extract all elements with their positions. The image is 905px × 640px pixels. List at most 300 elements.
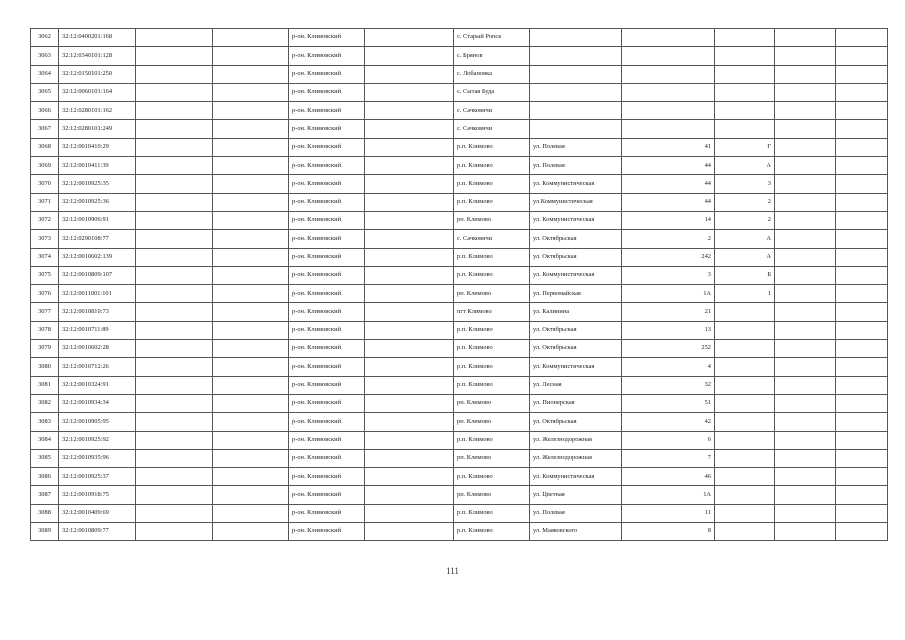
cell-empty: [836, 321, 888, 339]
cell-house-number: [622, 102, 715, 120]
cell-building-letter: Б: [715, 266, 775, 284]
cell-row-number: 3077: [31, 303, 59, 321]
cell-row-number: 3066: [31, 102, 59, 120]
cell-cadastral-number: 32:12:0060101:164: [59, 83, 136, 101]
cell-district: р-он. Климовский: [289, 468, 365, 486]
cell-building-letter: А: [715, 230, 775, 248]
cell-settlement: р.п. Климово: [454, 266, 530, 284]
cell-empty: [136, 120, 213, 138]
cell-empty: [365, 83, 454, 101]
cell-empty: [836, 175, 888, 193]
cell-empty: [775, 65, 836, 83]
cell-row-number: 3069: [31, 157, 59, 175]
cell-street: ул. Лесная: [530, 376, 622, 394]
table-row: [31, 83, 888, 101]
cell-empty: [365, 321, 454, 339]
cell-empty: [213, 504, 289, 522]
cell-street: [530, 65, 622, 83]
cell-empty: [136, 340, 213, 358]
cell-street: ул. Полевая: [530, 138, 622, 156]
cell-cadastral-number: 32:12:0010712:26: [59, 358, 136, 376]
cell-building-letter: [715, 47, 775, 65]
cell-empty: [775, 285, 836, 303]
cell-empty: [365, 47, 454, 65]
cell-empty: [136, 175, 213, 193]
table-row: [31, 376, 888, 394]
cell-empty: [136, 523, 213, 541]
cell-empty: [213, 431, 289, 449]
cell-empty: [136, 321, 213, 339]
cell-empty: [836, 468, 888, 486]
cell-empty: [365, 394, 454, 412]
cell-settlement: р.п. Климово: [454, 193, 530, 211]
cell-cadastral-number: 32:12:0280101:162: [59, 102, 136, 120]
cell-settlement: рп. Климово: [454, 211, 530, 229]
cell-empty: [365, 468, 454, 486]
cell-district: р-он. Климовский: [289, 102, 365, 120]
cell-empty: [836, 157, 888, 175]
cell-empty: [836, 230, 888, 248]
cell-settlement: р.п. Климово: [454, 431, 530, 449]
cell-settlement: рп. Климово: [454, 413, 530, 431]
cell-cadastral-number: 32:12:0010905:95: [59, 413, 136, 431]
cell-row-number: 3081: [31, 376, 59, 394]
cell-house-number: [622, 120, 715, 138]
cell-street: [530, 102, 622, 120]
cell-building-letter: [715, 303, 775, 321]
cell-cadastral-number: 32:12:0010925:92: [59, 431, 136, 449]
cell-empty: [836, 504, 888, 522]
cell-settlement: р.п. Климово: [454, 358, 530, 376]
cell-district: р-он. Климовский: [289, 321, 365, 339]
table-row: [31, 65, 888, 83]
cell-empty: [775, 486, 836, 504]
table-row: [31, 175, 888, 193]
cell-empty: [136, 468, 213, 486]
cell-empty: [775, 211, 836, 229]
register-sheet: [30, 28, 888, 541]
table-row: [31, 120, 888, 138]
cell-building-letter: [715, 120, 775, 138]
cell-house-number: [622, 83, 715, 101]
cell-empty: [213, 321, 289, 339]
cell-settlement: рп. Климово: [454, 486, 530, 504]
table-row: [31, 358, 888, 376]
cell-street: ул. Коммунистическая: [530, 358, 622, 376]
cell-street: ул. Калинина: [530, 303, 622, 321]
cell-cadastral-number: 32:12:0010711:89: [59, 321, 136, 339]
cell-street: ул. Коммунистическая: [530, 266, 622, 284]
cell-empty: [213, 120, 289, 138]
cell-district: р-он. Климовский: [289, 486, 365, 504]
cell-empty: [136, 376, 213, 394]
cell-building-letter: [715, 486, 775, 504]
cell-building-letter: [715, 449, 775, 467]
cell-house-number: 44: [622, 157, 715, 175]
cell-street: ул. Полевая: [530, 157, 622, 175]
cell-cadastral-number: 32:12:0150101:250: [59, 65, 136, 83]
cell-cadastral-number: 32:12:0010324:91: [59, 376, 136, 394]
cell-empty: [836, 303, 888, 321]
cell-empty: [365, 504, 454, 522]
cell-district: р-он. Климовский: [289, 394, 365, 412]
cell-empty: [213, 175, 289, 193]
cell-empty: [136, 230, 213, 248]
cell-empty: [136, 248, 213, 266]
cell-house-number: 14: [622, 211, 715, 229]
cell-empty: [836, 29, 888, 47]
cell-settlement: с. Старый Ропск: [454, 29, 530, 47]
cell-house-number: 1А: [622, 486, 715, 504]
cell-empty: [365, 138, 454, 156]
cell-cadastral-number: 32:12:0010925:35: [59, 175, 136, 193]
cell-building-letter: [715, 504, 775, 522]
cell-empty: [365, 376, 454, 394]
cell-street: ул. Коммунистическая: [530, 175, 622, 193]
cell-empty: [836, 486, 888, 504]
cell-building-letter: 3: [715, 175, 775, 193]
cell-empty: [775, 394, 836, 412]
cell-row-number: 3067: [31, 120, 59, 138]
cell-row-number: 3068: [31, 138, 59, 156]
cell-building-letter: [715, 468, 775, 486]
cell-empty: [775, 321, 836, 339]
cell-cadastral-number: 32:12:0280101:249: [59, 120, 136, 138]
cell-street: ул. Железнодорожная: [530, 431, 622, 449]
cell-district: р-он. Климовский: [289, 303, 365, 321]
cell-empty: [775, 193, 836, 211]
cell-house-number: [622, 65, 715, 83]
cell-empty: [836, 65, 888, 83]
cell-cadastral-number: 32:12:0010925:37: [59, 468, 136, 486]
cell-settlement: р.п. Климово: [454, 175, 530, 193]
cell-house-number: 6: [622, 431, 715, 449]
cell-house-number: 51: [622, 394, 715, 412]
cell-settlement: пгт Климово: [454, 303, 530, 321]
cell-building-letter: [715, 29, 775, 47]
cell-empty: [136, 358, 213, 376]
cell-row-number: 3072: [31, 211, 59, 229]
cell-empty: [136, 157, 213, 175]
cell-street: ул. Октябрьская: [530, 413, 622, 431]
cell-house-number: 1А: [622, 285, 715, 303]
cell-street: ул. Октябрьская: [530, 321, 622, 339]
cell-row-number: 3070: [31, 175, 59, 193]
cell-empty: [365, 303, 454, 321]
cell-empty: [213, 394, 289, 412]
table-row: [31, 431, 888, 449]
cell-street: ул. Полевая: [530, 504, 622, 522]
cell-empty: [775, 230, 836, 248]
cell-empty: [836, 248, 888, 266]
cell-house-number: 3: [622, 266, 715, 284]
cell-district: р-он. Климовский: [289, 83, 365, 101]
cell-empty: [213, 285, 289, 303]
cell-house-number: 4: [622, 358, 715, 376]
cell-building-letter: [715, 102, 775, 120]
cell-cadastral-number: 32:12:0290108:77: [59, 230, 136, 248]
cell-empty: [836, 102, 888, 120]
table-row: [31, 449, 888, 467]
cell-empty: [213, 102, 289, 120]
cell-empty: [213, 486, 289, 504]
cell-district: р-он. Климовский: [289, 285, 365, 303]
cell-district: р-он. Климовский: [289, 157, 365, 175]
cell-empty: [365, 230, 454, 248]
cell-street: [530, 120, 622, 138]
cell-empty: [836, 340, 888, 358]
cell-district: р-он. Климовский: [289, 358, 365, 376]
cell-empty: [836, 358, 888, 376]
cell-cadastral-number: 32:12:0010409:69: [59, 504, 136, 522]
cell-empty: [365, 211, 454, 229]
cell-house-number: 32: [622, 376, 715, 394]
cell-empty: [836, 83, 888, 101]
cell-street: ул. Пионерская: [530, 394, 622, 412]
cell-empty: [836, 431, 888, 449]
cell-empty: [213, 376, 289, 394]
cell-street: ул. Октябрьская: [530, 230, 622, 248]
cell-row-number: 3086: [31, 468, 59, 486]
cell-building-letter: 2: [715, 193, 775, 211]
cell-cadastral-number: 32:12:0010809:107: [59, 266, 136, 284]
table-row: [31, 266, 888, 284]
cell-street: ул. Коммунистическая: [530, 468, 622, 486]
cell-empty: [213, 83, 289, 101]
cell-street: ул. Маяковского: [530, 523, 622, 541]
cell-building-letter: 2: [715, 211, 775, 229]
cell-empty: [775, 376, 836, 394]
cell-empty: [836, 376, 888, 394]
cell-empty: [136, 65, 213, 83]
cell-settlement: с. Сачковичи: [454, 120, 530, 138]
cell-row-number: 3064: [31, 65, 59, 83]
cell-empty: [136, 266, 213, 284]
cell-empty: [136, 193, 213, 211]
cell-empty: [836, 285, 888, 303]
cell-settlement: р.п. Климово: [454, 523, 530, 541]
cell-empty: [365, 486, 454, 504]
cell-empty: [836, 449, 888, 467]
cell-building-letter: [715, 394, 775, 412]
cell-empty: [213, 468, 289, 486]
table-row: [31, 29, 888, 47]
cell-district: р-он. Климовский: [289, 120, 365, 138]
cell-empty: [136, 211, 213, 229]
cell-empty: [136, 102, 213, 120]
table-row: [31, 211, 888, 229]
cell-empty: [775, 120, 836, 138]
cell-settlement: р.п. Климово: [454, 321, 530, 339]
cell-empty: [775, 266, 836, 284]
table-row: [31, 138, 888, 156]
cell-empty: [136, 486, 213, 504]
cell-empty: [775, 358, 836, 376]
cell-street: [530, 83, 622, 101]
cell-row-number: 3084: [31, 431, 59, 449]
cell-empty: [775, 102, 836, 120]
cell-empty: [213, 211, 289, 229]
cell-settlement: р.п. Климово: [454, 468, 530, 486]
cell-street: [530, 47, 622, 65]
cell-house-number: 21: [622, 303, 715, 321]
cell-empty: [775, 29, 836, 47]
cell-cadastral-number: 32:12:0010925:36: [59, 193, 136, 211]
cell-cadastral-number: 32:12:0340101:128: [59, 47, 136, 65]
cell-empty: [213, 358, 289, 376]
cell-district: р-он. Климовский: [289, 449, 365, 467]
cell-row-number: 3082: [31, 394, 59, 412]
table-row: [31, 285, 888, 303]
cell-district: р-он. Климовский: [289, 376, 365, 394]
cell-row-number: 3062: [31, 29, 59, 47]
cell-settlement: с. Сытая Буда: [454, 83, 530, 101]
cell-empty: [775, 449, 836, 467]
cell-district: р-он. Климовский: [289, 138, 365, 156]
cell-empty: [136, 504, 213, 522]
table-row: [31, 102, 888, 120]
cell-empty: [213, 138, 289, 156]
cell-cadastral-number: 32:12:0010918:75: [59, 486, 136, 504]
cell-empty: [836, 120, 888, 138]
table-row: [31, 468, 888, 486]
cell-empty: [365, 157, 454, 175]
cell-empty: [365, 431, 454, 449]
cell-empty: [213, 449, 289, 467]
cell-building-letter: [715, 65, 775, 83]
cell-empty: [365, 358, 454, 376]
cell-house-number: 252: [622, 340, 715, 358]
cell-empty: [213, 230, 289, 248]
cell-empty: [775, 523, 836, 541]
cell-empty: [136, 83, 213, 101]
cell-empty: [365, 29, 454, 47]
table-row: [31, 486, 888, 504]
cell-settlement: р.п. Климово: [454, 248, 530, 266]
cell-empty: [775, 413, 836, 431]
cell-building-letter: 1: [715, 285, 775, 303]
cell-empty: [136, 138, 213, 156]
cell-street: [530, 29, 622, 47]
cell-empty: [136, 449, 213, 467]
cell-cadastral-number: 32:12:0011001:101: [59, 285, 136, 303]
cell-cadastral-number: 32:12:0010602:139: [59, 248, 136, 266]
cell-empty: [136, 431, 213, 449]
cell-house-number: 44: [622, 193, 715, 211]
cell-building-letter: А: [715, 157, 775, 175]
cell-street: ул. Октябрьская: [530, 340, 622, 358]
table-row: [31, 413, 888, 431]
cell-district: р-он. Климовский: [289, 431, 365, 449]
cell-house-number: 2: [622, 230, 715, 248]
cell-empty: [775, 431, 836, 449]
cell-empty: [836, 193, 888, 211]
cell-empty: [136, 47, 213, 65]
cell-district: р-он. Климовский: [289, 65, 365, 83]
cell-empty: [365, 413, 454, 431]
cell-street: ул. Коммунистическая: [530, 211, 622, 229]
table-row: [31, 523, 888, 541]
cell-district: р-он. Климовский: [289, 211, 365, 229]
table-row: [31, 303, 888, 321]
cell-row-number: 3085: [31, 449, 59, 467]
cell-cadastral-number: 32:12:0010602:28: [59, 340, 136, 358]
cell-empty: [365, 523, 454, 541]
cell-empty: [775, 340, 836, 358]
cell-settlement: р.п. Климово: [454, 138, 530, 156]
cell-empty: [836, 523, 888, 541]
table-row: [31, 321, 888, 339]
cell-row-number: 3087: [31, 486, 59, 504]
cell-house-number: 7: [622, 449, 715, 467]
table-row: [31, 394, 888, 412]
cell-cadastral-number: 32:12:0010810:73: [59, 303, 136, 321]
cell-cadastral-number: 32:12:0010410:29: [59, 138, 136, 156]
cell-empty: [213, 157, 289, 175]
cell-row-number: 3079: [31, 340, 59, 358]
cell-empty: [365, 102, 454, 120]
cell-settlement: р.п. Климово: [454, 340, 530, 358]
cell-building-letter: А: [715, 248, 775, 266]
cell-house-number: 46: [622, 468, 715, 486]
cell-empty: [775, 504, 836, 522]
cell-empty: [213, 248, 289, 266]
cell-house-number: [622, 29, 715, 47]
cell-district: р-он. Климовский: [289, 340, 365, 358]
table-row: [31, 230, 888, 248]
cell-row-number: 3076: [31, 285, 59, 303]
cell-house-number: [622, 47, 715, 65]
cell-row-number: 3074: [31, 248, 59, 266]
cell-empty: [365, 449, 454, 467]
cell-row-number: 3078: [31, 321, 59, 339]
cell-empty: [365, 285, 454, 303]
cell-cadastral-number: 32:12:0400201:168: [59, 29, 136, 47]
cell-building-letter: [715, 376, 775, 394]
cell-settlement: с. Сачковичи: [454, 102, 530, 120]
cell-empty: [836, 47, 888, 65]
cell-settlement: с. Сачковичи: [454, 230, 530, 248]
table-row: [31, 340, 888, 358]
cell-empty: [213, 65, 289, 83]
cell-district: р-он. Климовский: [289, 29, 365, 47]
cell-settlement: рп. Климово: [454, 394, 530, 412]
cell-street: ул.Коммунистическая: [530, 193, 622, 211]
cell-empty: [775, 138, 836, 156]
cell-house-number: 242: [622, 248, 715, 266]
cell-district: р-он. Климовский: [289, 193, 365, 211]
cell-house-number: 44: [622, 175, 715, 193]
cell-empty: [136, 285, 213, 303]
page-number: 111: [446, 566, 459, 576]
cell-district: р-он. Климовский: [289, 413, 365, 431]
cell-empty: [136, 394, 213, 412]
cell-building-letter: [715, 340, 775, 358]
cell-empty: [136, 303, 213, 321]
cell-building-letter: [715, 413, 775, 431]
cell-row-number: 3080: [31, 358, 59, 376]
cell-settlement: рп. Климово: [454, 449, 530, 467]
cell-empty: [213, 303, 289, 321]
cell-house-number: 42: [622, 413, 715, 431]
cell-empty: [775, 468, 836, 486]
cell-row-number: 3071: [31, 193, 59, 211]
cell-empty: [836, 211, 888, 229]
table-row: [31, 193, 888, 211]
cell-empty: [365, 340, 454, 358]
cell-empty: [836, 394, 888, 412]
table-row: [31, 47, 888, 65]
